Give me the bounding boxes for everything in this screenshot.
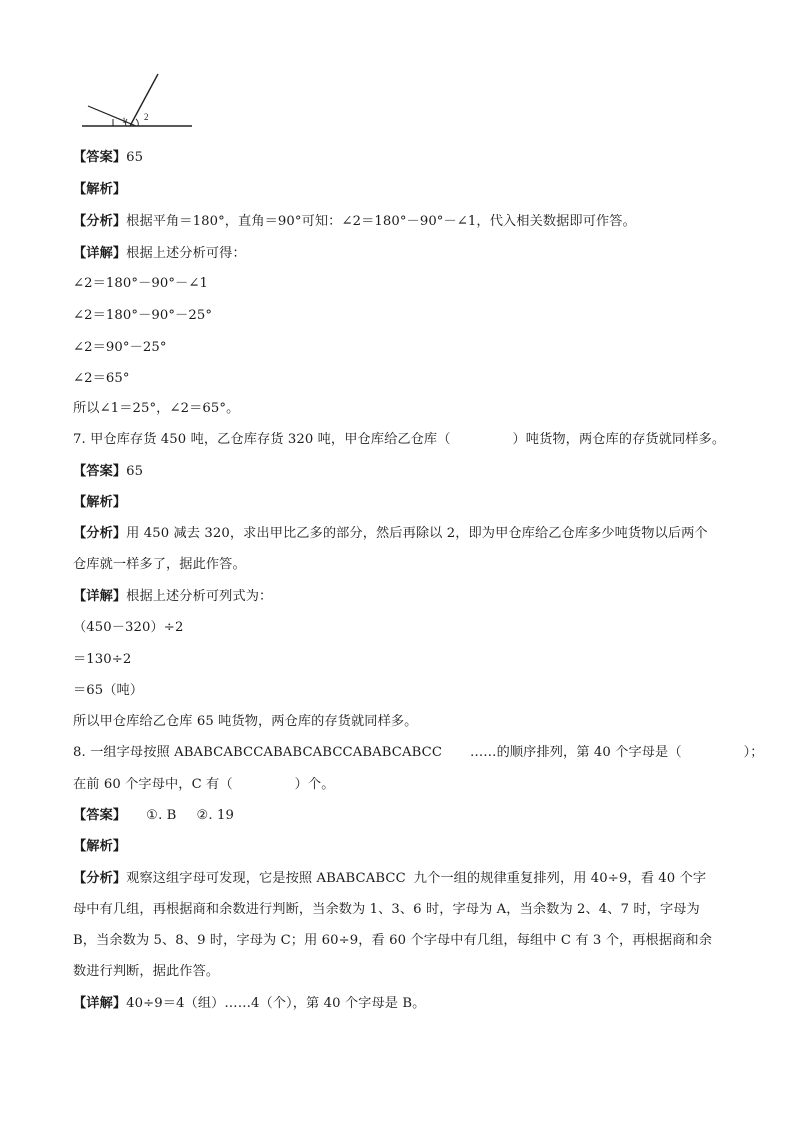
fenxi-text: 数进行判断，据此作答。 [73, 964, 220, 979]
solution-step: ＝65（吨） [73, 683, 144, 698]
solution-step: ＝130÷2 [73, 652, 132, 667]
solution-step: ∠2＝180°－90°－∠1 [73, 276, 208, 291]
fenxi-text: 观察这组字母可发现，它是按照 ABABCABCC [126, 871, 406, 886]
angle-1-label: 1 [122, 116, 126, 125]
xiangjie-text: 根据上述分析可列式为： [126, 589, 273, 604]
q7-fenxi-line [73, 524, 708, 544]
fenxi-tag: 【分析】 [73, 214, 127, 229]
fenxi-tag: 【分析】 [73, 871, 127, 886]
xiangjie-tag: 【详解】 [73, 996, 127, 1011]
question-7 [73, 430, 725, 450]
fenxi-text: 九个一组的规律重复排列，用 40÷9，看 40 个字 [413, 871, 707, 886]
question-text: 在前 60 个字母中，C 有（ [73, 777, 233, 792]
circled-two-icon: ② [196, 808, 209, 823]
question-text: ……的顺序排列，第 40 个字母是（ [470, 745, 682, 760]
q6-answer-line [73, 148, 143, 168]
q6-fenxi-line [73, 212, 636, 232]
question-8 [73, 743, 764, 763]
xiangjie-text: 根据上述分析可得： [126, 246, 246, 261]
angle-figure [80, 70, 200, 136]
analysis-heading: 【解析】 [73, 839, 127, 854]
fenxi-text: 仓库就一样多了，据此作答。 [73, 557, 246, 572]
fenxi-text: 根据平角＝180°，直角＝90°可知：∠2＝180°－90°－∠1，代入相关数据即可作答。 [126, 214, 636, 229]
answer-value: . 19 [208, 808, 234, 823]
question-text: ）； [743, 745, 764, 760]
angle-2-label: 2 [144, 112, 149, 122]
xiangjie-tag: 【详解】 [73, 589, 127, 604]
q7-xiangjie-line [73, 587, 272, 607]
question-text: ）个。 [294, 777, 335, 792]
answer-tag: 【答案】 [73, 150, 127, 165]
q8-answer-line [73, 806, 234, 826]
question-text: 8. 一组字母按照 ABABCABCCABABCABCCABABCABCC [73, 745, 443, 760]
solution-step: （450－320）÷2 [73, 620, 184, 635]
question-8-cont [73, 775, 335, 795]
conclusion-text: 所以甲仓库给乙仓库 65 吨货物，两仓库的存货就同样多。 [73, 714, 418, 729]
conclusion-text: 所以∠1＝25°，∠2＝65°。 [73, 401, 240, 416]
solution-step: ∠2＝65° [73, 371, 130, 386]
fenxi-tag: 【分析】 [73, 526, 127, 541]
q6-xiangjie-line [73, 244, 246, 264]
fenxi-text: B，当余数为 5、8、9 时，字母为 C；用 60÷9，看 60 个字母中有几组，每组中 C 有 3 个，再根据商和余 [73, 933, 712, 948]
answer-value: 65 [126, 464, 144, 479]
question-text: 7. 甲仓库存货 450 吨，乙仓库存货 320 吨，甲仓库给乙仓库（ [73, 432, 451, 447]
q8-fenxi-line [73, 869, 706, 889]
answer-tag: 【答案】 [73, 464, 127, 479]
solution-step: ∠2＝180°－90°－25° [73, 308, 213, 323]
fenxi-text: 用 450 减去 320，求出甲比乙多的部分，然后再除以 2，即为甲仓库给乙仓库多少吨货物以后两个 [126, 526, 708, 541]
q8-xiangjie-line [73, 994, 425, 1014]
answer-tag: 【答案】 [73, 808, 127, 823]
question-text: ）吨货物，两仓库的存货就同样多。 [512, 432, 726, 447]
circled-one-icon: ① [146, 808, 159, 823]
answer-value: 65 [126, 150, 144, 165]
q7-answer-line [73, 462, 143, 482]
analysis-heading: 【解析】 [73, 495, 127, 510]
fenxi-text: 母中有几组，再根据商和余数进行判断，当余数为 1、3、6 时，字母为 A，当余数为 2、4、7 时，字母为 [73, 902, 700, 917]
solution-step: ∠2＝90°－25° [73, 340, 167, 355]
analysis-heading: 【解析】 [73, 182, 127, 197]
answer-value: . B [158, 808, 177, 823]
xiangjie-tag: 【详解】 [73, 246, 127, 261]
xiangjie-text: 40÷9＝4（组）……4（个），第 40 个字母是 B。 [126, 996, 426, 1011]
